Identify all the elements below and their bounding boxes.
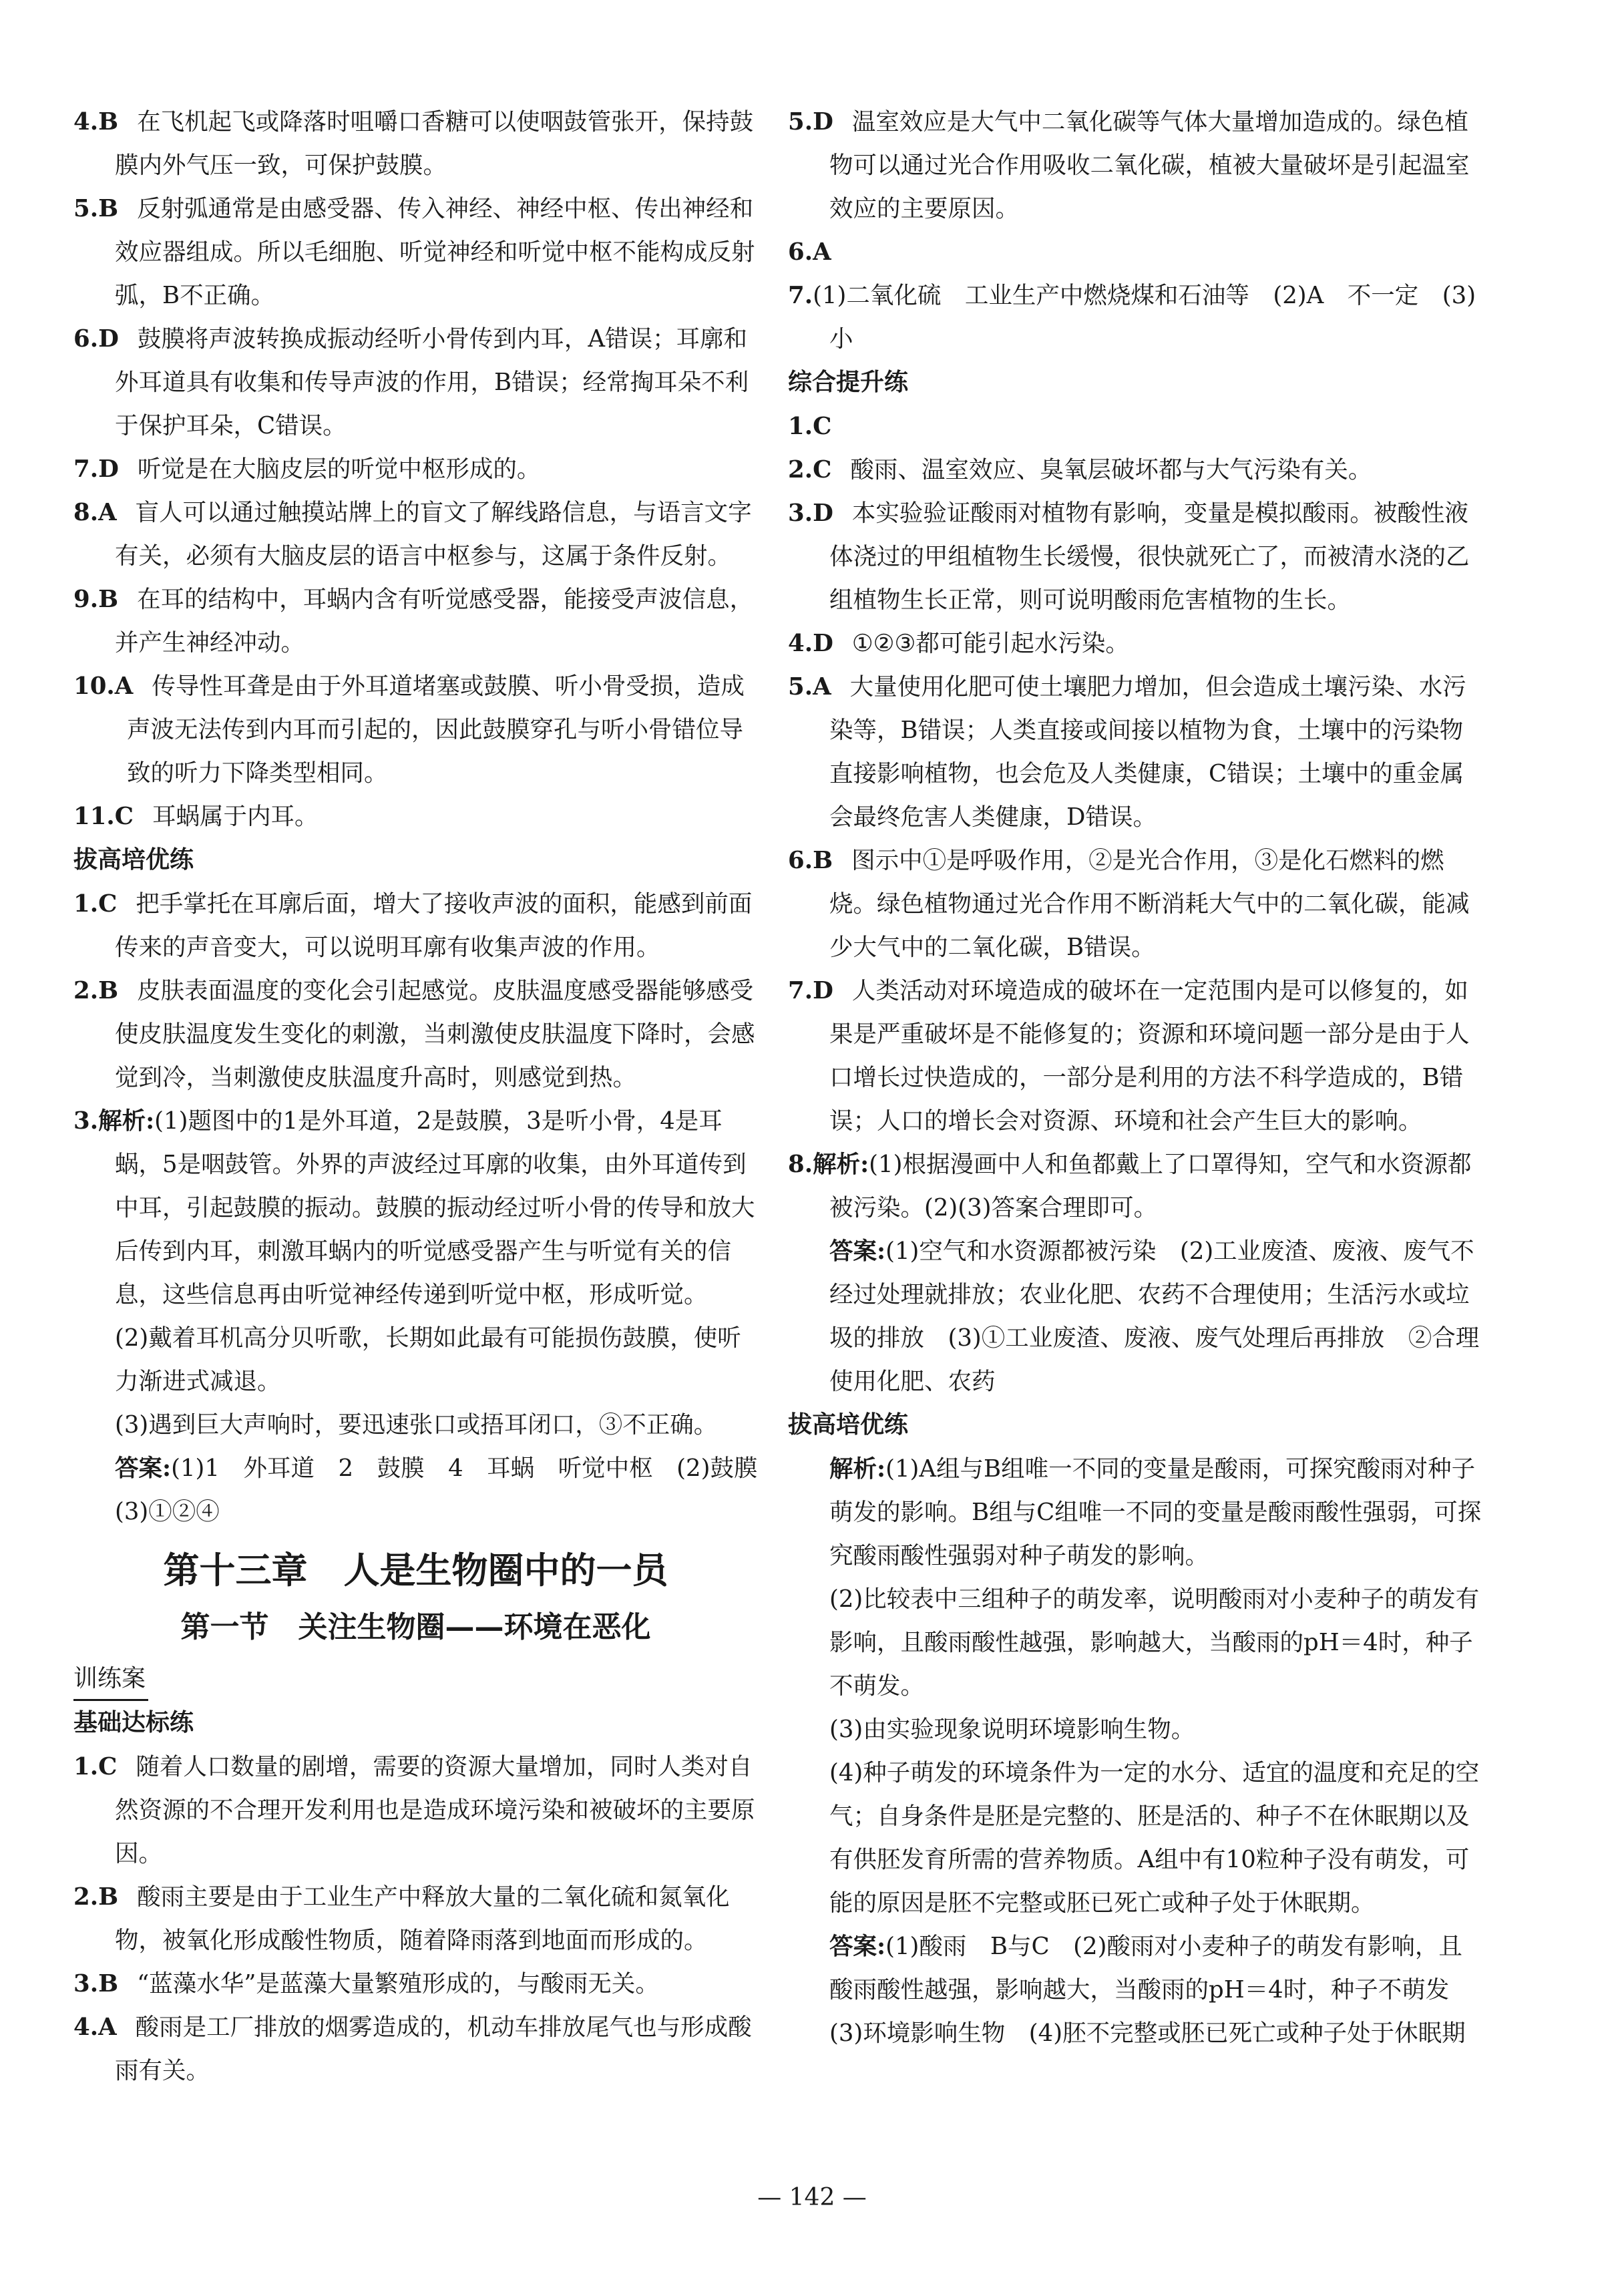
item-number: 6. [788, 238, 813, 266]
item-number: 3. [73, 1107, 99, 1135]
item-text: 在飞机起飞或降落时咀嚼口香糖可以使咽鼓管张开，保持鼓膜内外气压一致，可保护鼓膜。 [115, 108, 754, 179]
item-number: 2. [73, 1883, 99, 1911]
answer-item [73, 795, 758, 838]
item-choice: A [813, 673, 831, 701]
item-number: 1. [73, 890, 99, 918]
section-heading: 拔高培优练 [73, 846, 194, 874]
answer-item [788, 100, 1482, 230]
item-text: (1)根据漫画中人和鱼都戴上了口罩得知，空气和水资源都被污染。(2)(3)答案合理即可。 [829, 1151, 1472, 1221]
chapter-title: 第十三章 人是生物圈中的一员 [163, 1549, 668, 1591]
item-choice: B [98, 108, 119, 136]
item-number: 6. [73, 325, 99, 353]
item-number: 1. [788, 413, 813, 440]
answer-item [73, 1962, 758, 2006]
item-text: 盲人可以通过触摸站牌上的盲文了解线路信息，与语言文字有关，必须有大脑皮层的语言中枢参与，这属于条件反射。 [115, 499, 752, 570]
item-choice: B [98, 977, 119, 1004]
answer-item [73, 317, 758, 447]
item-text: 随着人口数量的剧增，需要的资源大量增加，同时人类对自然资源的不合理开发利用也是造成环境污染和被破坏的主要原因。 [115, 1753, 755, 1867]
item-text: 鼓膜将声波转换成振动经听小骨传到内耳，A错误；耳廓和外耳道具有收集和传导声波的作用，B错误；经常掏耳朵不利于保护耳朵，C错误。 [115, 325, 749, 439]
item-text: 传导性耳聋是由于外耳道堵塞或鼓膜、听小骨受损，造成声波无法传到内耳而引起的，因此鼓膜穿孔与听小骨错位导致的听力下降类型相同。 [127, 673, 745, 787]
item-number: 7. [788, 282, 813, 309]
section-title: 第一节 关注生物圈——环境在恶化 [180, 1610, 651, 1644]
answer-text: (1)1 外耳道 2 鼓膜 4 耳蜗 听觉中枢 (2)鼓膜 (3)①②④ [115, 1455, 781, 1525]
answer-item [73, 447, 758, 491]
item-choice: C [813, 413, 832, 440]
item-text: 本实验验证酸雨对植物有影响，变量是模拟酸雨。被酸性液体浇过的甲组植物生长缓慢，很快就死亡了，而被清水浇的乙组植物生长正常，则可说明酸雨危害植物的生长。 [829, 500, 1470, 614]
answer-item [788, 274, 1482, 361]
analysis-paragraph: (3)遇到巨大声响时，要迅速张口或捂耳闭口，③不正确。 [115, 1411, 718, 1439]
left-column [73, 100, 781, 2092]
analysis-label: 解析: [98, 1107, 155, 1135]
section-heading: 拔高培优练 [788, 1411, 909, 1439]
answer-item [73, 1745, 758, 1875]
answer-label: 答案: [829, 1933, 886, 1960]
item-choice: B [98, 586, 119, 613]
answer-item [73, 491, 758, 578]
item-number: 4. [73, 2014, 99, 2041]
item-text: 人类活动对环境造成的破坏在一定范围内是可以修复的，如果是严重破坏是不能修复的；资源和环境问题一部分是由于人口增长过快造成的，一部分是利用的方法不科学造成的，B错误；人口的增长会对资源、环境和社会产生巨大的影响。 [829, 977, 1470, 1135]
answer-item [788, 839, 1482, 969]
analysis-label: 解析: [829, 1455, 886, 1483]
answer-item [788, 448, 1482, 492]
answer-line [788, 1229, 1482, 1403]
item-text: 听觉是在大脑皮层的听觉中枢形成的。 [137, 455, 541, 483]
answer-label: 答案: [115, 1455, 172, 1482]
item-text: 反射弧通常是由感受器、传入神经、神经中枢、传出神经和效应器组成。所以毛细胞、听觉神经和听觉中枢不能构成反射弧，B不正确。 [115, 195, 755, 309]
item-number: 2. [788, 456, 813, 484]
answer-list-b [73, 882, 781, 1533]
answer-line [73, 1447, 781, 1533]
item-number: 8. [73, 499, 99, 526]
item-number: 7. [73, 455, 99, 483]
item-text: 耳蜗属于内耳。 [152, 803, 319, 830]
analysis-paragraph: (3)由实验现象说明环境影响生物。 [829, 1716, 1195, 1743]
answer-text: (1)空气和水资源都被污染 (2)工业废渣、废液、废气不经过处理就排放；农业化肥、农药不合理使用；生活污水或垃圾的排放 (3)①工业废渣、废液、废气处理后再排放 ②合理使用化肥、农药 [829, 1238, 1480, 1395]
answer-item [73, 969, 758, 1099]
item-choice: B [98, 195, 119, 222]
item-choice: D [813, 630, 833, 657]
item-choice: B [98, 1970, 119, 1998]
answer-item [73, 664, 758, 795]
item-choice: A [98, 499, 117, 526]
answer-list-c [73, 1745, 758, 2092]
answer-list-d [788, 100, 1482, 361]
item-number: 3. [788, 500, 813, 527]
item-choice: C [813, 456, 832, 484]
page-number: — 142 — [757, 2184, 867, 2211]
item-number: 2. [73, 977, 99, 1004]
analysis-block [788, 1447, 1482, 2055]
item-text: 酸雨是工厂排放的烟雾造成的，机动车排放尾气也与形成酸雨有关。 [115, 2014, 752, 2084]
analysis-paragraph: (2)戴着耳机高分贝听歌，长期如此最有可能损伤鼓膜，使听力渐进式减退。 [115, 1324, 741, 1395]
item-number: 8. [788, 1151, 813, 1178]
item-text: 酸雨主要是由于工业生产中释放大量的二氧化硫和氮氧化物，被氧化形成酸性物质，随着降雨落到地面而形成的。 [115, 1883, 730, 1954]
analysis-label: 解析: [813, 1151, 869, 1178]
answer-item [788, 665, 1482, 839]
answer-item [788, 622, 1482, 665]
item-number: 5. [788, 108, 813, 136]
answer-item [73, 1875, 758, 1962]
analysis-paragraph: (4)种子萌发的环境条件为一定的水分、适宜的温度和充足的空气；自身条件是胚是完整的、胚是活的、种子不在休眠期以及有供胚发育所需的营养物质。A组中有10粒种子没有萌发，可能的原因是胚不完整或胚已死亡或种子处于休眠期。 [829, 1759, 1480, 1917]
item-choice: C [114, 803, 134, 830]
answer-list-e [788, 405, 1482, 1403]
item-choice: D [98, 325, 119, 353]
training-label: 训练案 [73, 1659, 148, 1701]
section-heading: 基础达标练 [73, 1709, 194, 1736]
item-choice: A [813, 238, 831, 266]
answer-item [73, 1099, 758, 1316]
item-number: 6. [788, 847, 813, 874]
item-choice: D [813, 108, 833, 136]
answer-item [73, 187, 758, 317]
item-number: 4. [788, 630, 813, 657]
item-text: “蓝藻水华”是蓝藻大量繁殖形成的，与酸雨无关。 [137, 1970, 659, 1998]
item-choice: C [98, 1753, 118, 1780]
item-text: 在耳的结构中，耳蜗内含有听觉感受器，能接受声波信息，并产生神经冲动。 [115, 586, 754, 656]
item-number: 5. [73, 195, 99, 222]
answer-label: 答案: [829, 1238, 886, 1265]
item-number: 5. [788, 673, 813, 701]
item-choice: A [98, 2014, 117, 2041]
item-choice: C [98, 890, 118, 918]
item-choice: B [813, 847, 833, 874]
answer-line [788, 1925, 1482, 2055]
answer-item [788, 1143, 1482, 1229]
item-number: 10. [73, 673, 115, 700]
answer-item [73, 882, 758, 969]
item-choice: D [98, 455, 119, 483]
item-number: 1. [73, 1753, 99, 1780]
item-text: 皮肤表面温度的变化会引起感觉。皮肤温度感受器能够感受使皮肤温度发生变化的刺激，当刺激使皮肤温度下降时，会感觉到冷，当刺激使皮肤温度升高时，则感觉到热。 [115, 977, 755, 1091]
analysis-paragraph: (2)比较表中三组种子的萌发率，说明酸雨对小麦种子的萌发有影响，且酸雨酸性越强，影响越大，当酸雨的pH＝4时，种子不萌发。 [829, 1585, 1480, 1700]
item-text: (1)题图中的1是外耳道，2是鼓膜，3是听小骨，4是耳蜗，5是咽鼓管。外界的声波经过耳廓的收集，由外耳道传到中耳，引起鼓膜的振动。鼓膜的振动经过听小骨的传导和放大后传到内耳，刺激耳蜗内的听觉感受器产生与听觉有关的信息，这些信息再由听觉神经传递到听觉中枢，形成听觉。 [115, 1107, 755, 1308]
answer-item [788, 969, 1482, 1143]
answer-item [788, 230, 1482, 274]
right-column [788, 100, 1482, 2055]
section-heading: 综合提升练 [788, 369, 909, 396]
answer-item [73, 578, 758, 664]
item-number: 3. [73, 1970, 99, 1998]
analysis-paragraph [788, 1447, 1482, 1577]
item-choice: A [114, 673, 134, 700]
item-number: 9. [73, 586, 99, 613]
item-text: 酸雨、温室效应、臭氧层破坏都与大气污染有关。 [850, 456, 1372, 484]
answer-item [788, 492, 1482, 622]
answer-item [73, 100, 758, 187]
item-text: 把手掌托在耳廓后面，增大了接收声波的面积，能感到前面传来的声音变大，可以说明耳廓有收集声波的作用。 [115, 890, 753, 961]
item-number: 4. [73, 108, 99, 136]
item-number: 11. [73, 803, 115, 830]
item-text: 温室效应是大气中二氧化碳等气体大量增加造成的。绿色植物可以通过光合作用吸收二氧化碳，植被大量破坏是引起温室效应的主要原因。 [829, 108, 1470, 222]
item-choice: B [98, 1883, 119, 1911]
item-text: 图示中①是呼吸作用，②是光合作用，③是化石燃料的燃烧。绿色植物通过光合作用不断消耗大气中的二氧化碳，能减少大气中的二氧化碳，B错误。 [829, 847, 1470, 961]
answer-item [788, 405, 1482, 448]
item-choice: D [813, 977, 833, 1004]
item-number: 7. [788, 977, 813, 1004]
answer-list-a [73, 100, 758, 838]
item-choice: D [813, 500, 833, 527]
analysis-text: (1)A组与B组唯一不同的变量是酸雨，可探究酸雨对种子萌发的影响。B组与C组唯一不同的变量是酸雨酸性强弱，可探究酸雨酸性强弱对种子萌发的影响。 [829, 1455, 1482, 1569]
answer-text: (1)酸雨 B与C (2)酸雨对小麦种子的萌发有影响，且酸雨酸性越强，影响越大，当酸雨的pH＝4时，种子不萌发 (3)环境影响生物 (4)胚不完整或胚已死亡或种子处于休眠期 [829, 1933, 1473, 2047]
item-text: (1)二氧化硫 工业生产中燃烧煤和石油等 (2)A 不一定 (3)小 [813, 282, 1476, 353]
item-text: 大量使用化肥可使土壤肥力增加，但会造成土壤污染、水污染等，B错误；人类直接或间接以植物为食，土壤中的污染物直接影响植物，也会危及人类健康，C错误；土壤中的重金属会最终危害人类健康，D错误。 [829, 673, 1466, 831]
item-text: ①②③都可能引起水污染。 [851, 630, 1129, 657]
answer-item [73, 2006, 758, 2092]
